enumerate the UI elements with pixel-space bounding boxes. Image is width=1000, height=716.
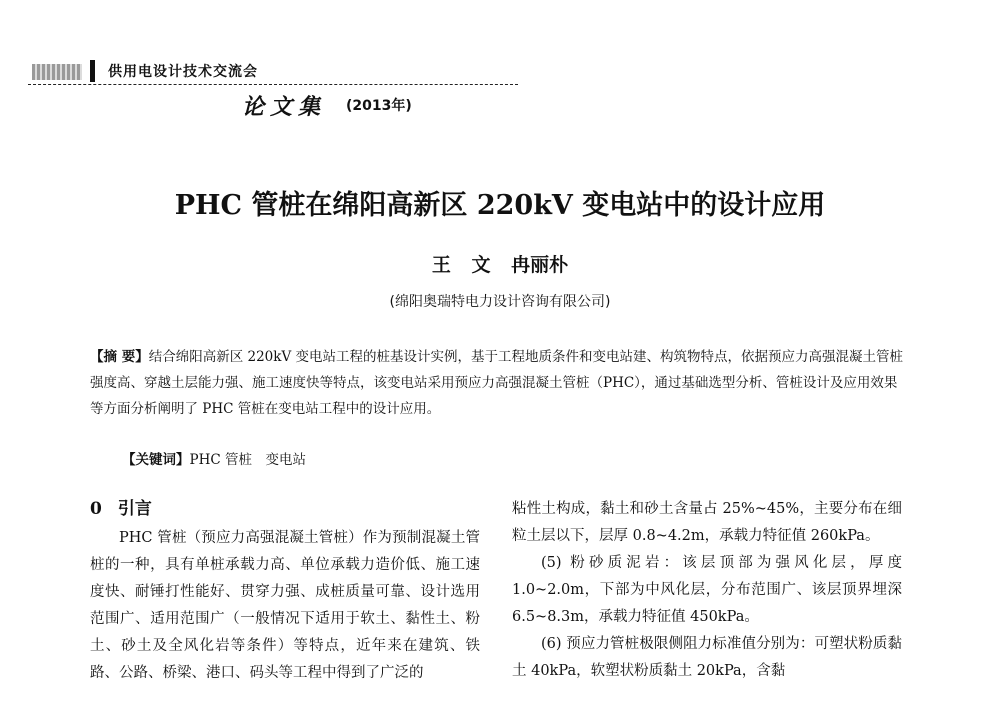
section-number: 0 (90, 499, 102, 519)
keywords-label: 【关键词】 (122, 452, 190, 468)
keywords-text: PHC 管桩 变电站 (189, 452, 306, 468)
abstract-text: 结合绵阳高新区 220kV 变电站工程的桩基设计实例，基于工程地质条件和变电站建、构筑物特点，依据预应力高强混凝土管桩强度高、穿越土层能力强、施工速度快等特点，该变电站采用预应力高强混凝土管桩（PHC），通过基础选型分析、管桩设计及应用效果等方面分析阐明了 PHC 管桩在变电站工程中的设计应用。 (90, 349, 903, 417)
mudstone-paragraph: (5) 粉砂质泥岩：该层顶部为强风化层，厚度 1.0~2.0m，下部为中风化层，分布范围广、该层顶界埋深 6.5~8.3m，承载力特征值 450kPa。 (512, 555, 902, 625)
paper-authors: 王 文 冉丽朴 (431, 254, 569, 276)
series-logo-mark (32, 64, 82, 80)
intro-paragraph: PHC 管桩（预应力高强混凝土管桩）作为预制混凝土管桩的一种，具有单桩承载力高、单位承载力造价低、施工速度快、耐锤打性能好、贯穿力强、成桩质量可靠、设计选用范围广、适用范围广（一般情况下适用于软土、黏性土、粉土、砂土及全风化岩等条件）等特点，近年来在建筑、铁路、公路、桥梁、港口、码头等工程中得到了广泛的 (90, 530, 480, 681)
pile-friction-paragraph: (6) 预应力管桩极限侧阻力标准值分别为：可塑状粉质黏土 40kPa，软塑状粉质黏土 20kPa，含黏 (512, 636, 902, 679)
page-header (28, 52, 1000, 122)
section-heading (90, 496, 480, 523)
soil-layer-paragraph: 粘性土构成，黏土和砂土含量占 25%~45%，主要分布在细粒土层以下，层厚 0.8~4.2m，承载力特征值 260kPa。 (512, 501, 902, 544)
abstract (90, 344, 905, 422)
header-dashed-rule (28, 84, 518, 85)
abstract-label: 【摘 要】 (90, 349, 149, 365)
header-bar (90, 60, 95, 82)
proceedings-year: (2013年) (346, 98, 412, 114)
section-title: 引言 (117, 499, 152, 519)
proceedings-label: 论文集 (242, 94, 327, 120)
paper-affiliation: (绵阳奥瑞特电力设计咨询有限公司) (389, 294, 611, 310)
paper-title: PHC 管桩在绵阳高新区 220kV 变电站中的设计应用 (174, 190, 826, 221)
left-column (90, 496, 480, 687)
right-column (512, 496, 902, 685)
conference-series-name: 供用电设计技术交流会 (108, 64, 258, 80)
keywords (122, 449, 306, 471)
